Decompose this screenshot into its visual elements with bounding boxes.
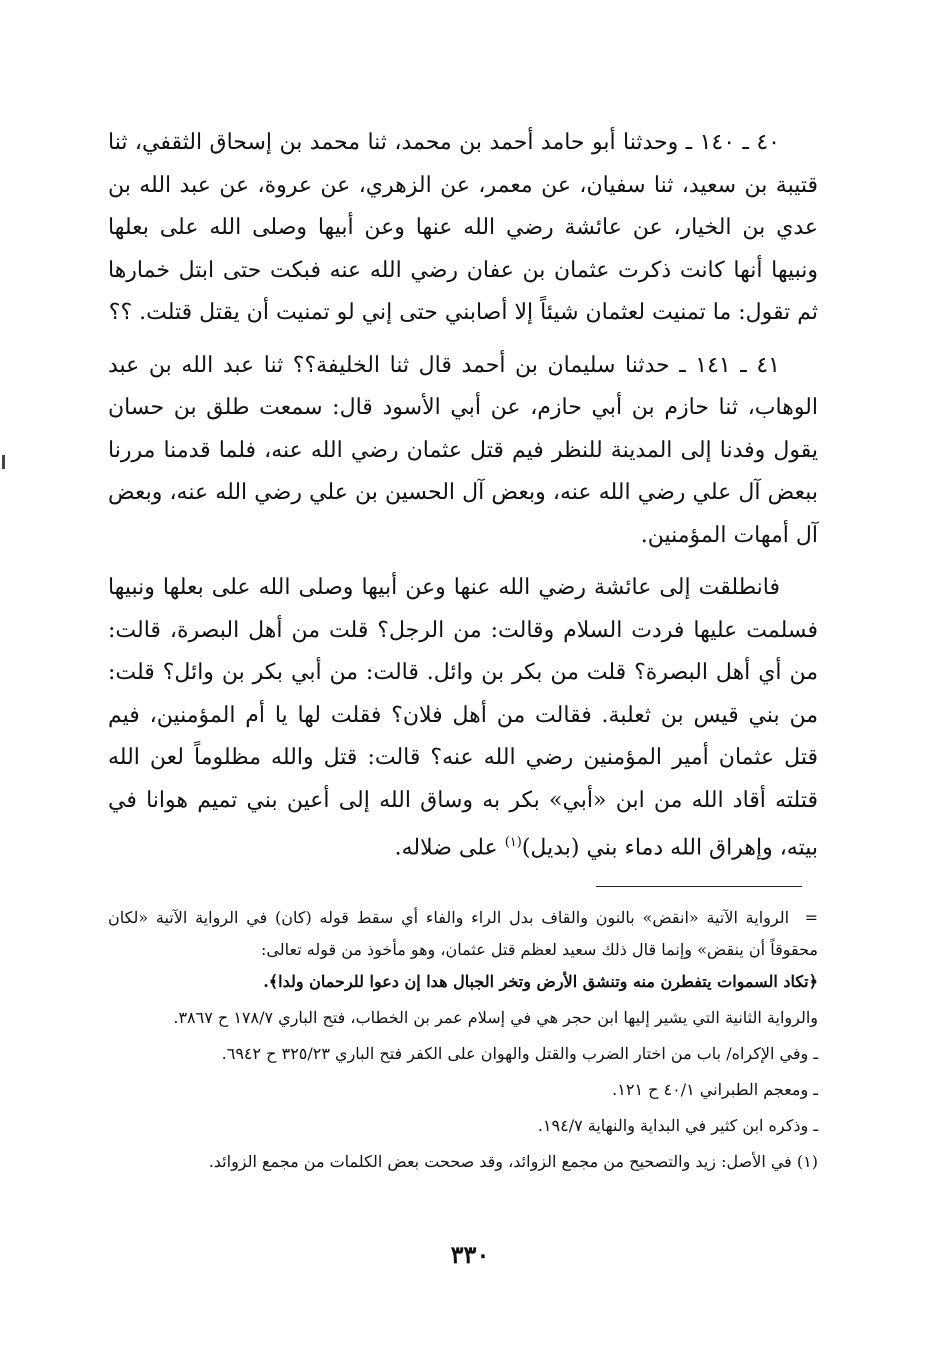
paragraph-text: فانطلقت إلى عائشة رضي الله عنها وعن أبيها وصلى الله على بعلها ونبيها فسلمت عليها فردت السلام وقالت: من الرجل؟ قلت من أهل البصرة، قالت: من أي أهل البصرة؟ قلت من بكر بن وائل. قالت: من أبي بكر بن وائل؟ قلت: من بني قيس بن ثعلبة. فقالت من أهل فلان؟ فقلت لها يا أم المؤمنين، فيم قتل عثمان أمير المؤمنين رضي الله عنه؟ قالت: قتل والله مظلوماً لعن الله قتلته أقاد الله من ابن «أبي» بكر به وساق الله إلى أعين بني تميم هوانا في بيته، وإهراق الله دماء بني (بديل) (108, 575, 818, 861)
footnote-item: ـ وفي الإكراه/ باب من اختار الضرب والقتل والهوان على الكفر فتح الباري ٣٢٥/٢٣ ح ٦٩٤٢. (221, 1044, 818, 1063)
footnote-continuation (108, 902, 818, 966)
footnote-1: (١) في الأصل: زيد والتصحيح من مجمع الزوائد، وقد صححت بعض الكلمات من مجمع الزوائد. (208, 1152, 818, 1171)
footnotes (108, 902, 818, 1178)
footnote-paragraph: والرواية الثانية التي يشير إليها ابن حجر هي في إسلام عمر بن الخطاب، فتح الباري ١٧٨/٧ ح ٣٨٦٧. (173, 1008, 818, 1027)
paragraph-text-end: على ضلاله. (394, 835, 505, 861)
footnote-separator (596, 886, 802, 887)
hadith-140: ٤٠ ـ ١٤٠ ـ وحدثنا أبو حامد أحمد بن محمد، ثنا محمد بن إسحاق الثقفي، ثنا قتيبة بن سعيد، ثنا سفيان، عن معمر، عن الزهري، عن عروة، عن عبد الله بن عدي بن الخيار، عن عائشة رضي الله عنها وعن أبيها وصلى الله على بعلها ونبيها أنها كانت ذكرت عثمان بن عفان رضي الله عنه فبكت حتى ابتل خمارها ثم تقول: ما تمنيت لعثمان شيئاً إلا أصابني حتى إني لو تمنيت أن يقتل قتلت. ؟؟ (108, 130, 818, 325)
margin-mark (2, 455, 5, 469)
quran-verse: ﴿تكاد السموات يتفطرن منه وتنشق الأرض وتخر الجبال هدا إن دعوا للرحمان ولدا﴾. (263, 972, 818, 991)
main-text (108, 122, 818, 870)
hadith-141: ٤١ ـ ١٤١ ـ حدثنا سليمان بن أحمد قال ثنا الخليفة؟؟ ثنا عبد الله بن عبد الوهاب، ثنا حازم بن أبي حازم، عن أبي الأسود قال: سمعت طلق بن حسان يقول وفدنا إلى المدينة للنظر فيم قتل عثمان رضي الله عنه، فلما قدمنا مررنا ببعض آل علي رضي الله عنه، وبعض آل الحسين بن علي رضي الله عنه، وبعض آل أمهات المؤمنين. (108, 352, 818, 548)
page-number: ٣٣٠ (450, 1240, 490, 1269)
continuation-text: الرواية الآتية «انقض» بالنون والقاف بدل الراء والفاء أي سقط قوله (كان) في الرواية الآتية «لكان محقوقاً أن ينقض» وإنما قال ذلك سعيد لعظم قتل عثمان، وهو مأخوذ من قوله تعالى: (108, 908, 818, 959)
footnote-reference: (١) (504, 835, 522, 850)
footnote-item: ـ ومعجم الطبراني ٤٠/١ ح ١٢١. (612, 1080, 818, 1099)
footnote-item: ـ وذكره ابن كثير في البداية والنهاية ١٩٤/٧. (537, 1116, 818, 1135)
hadith-141-continued (108, 567, 818, 870)
continuation-marker: = (804, 908, 819, 927)
